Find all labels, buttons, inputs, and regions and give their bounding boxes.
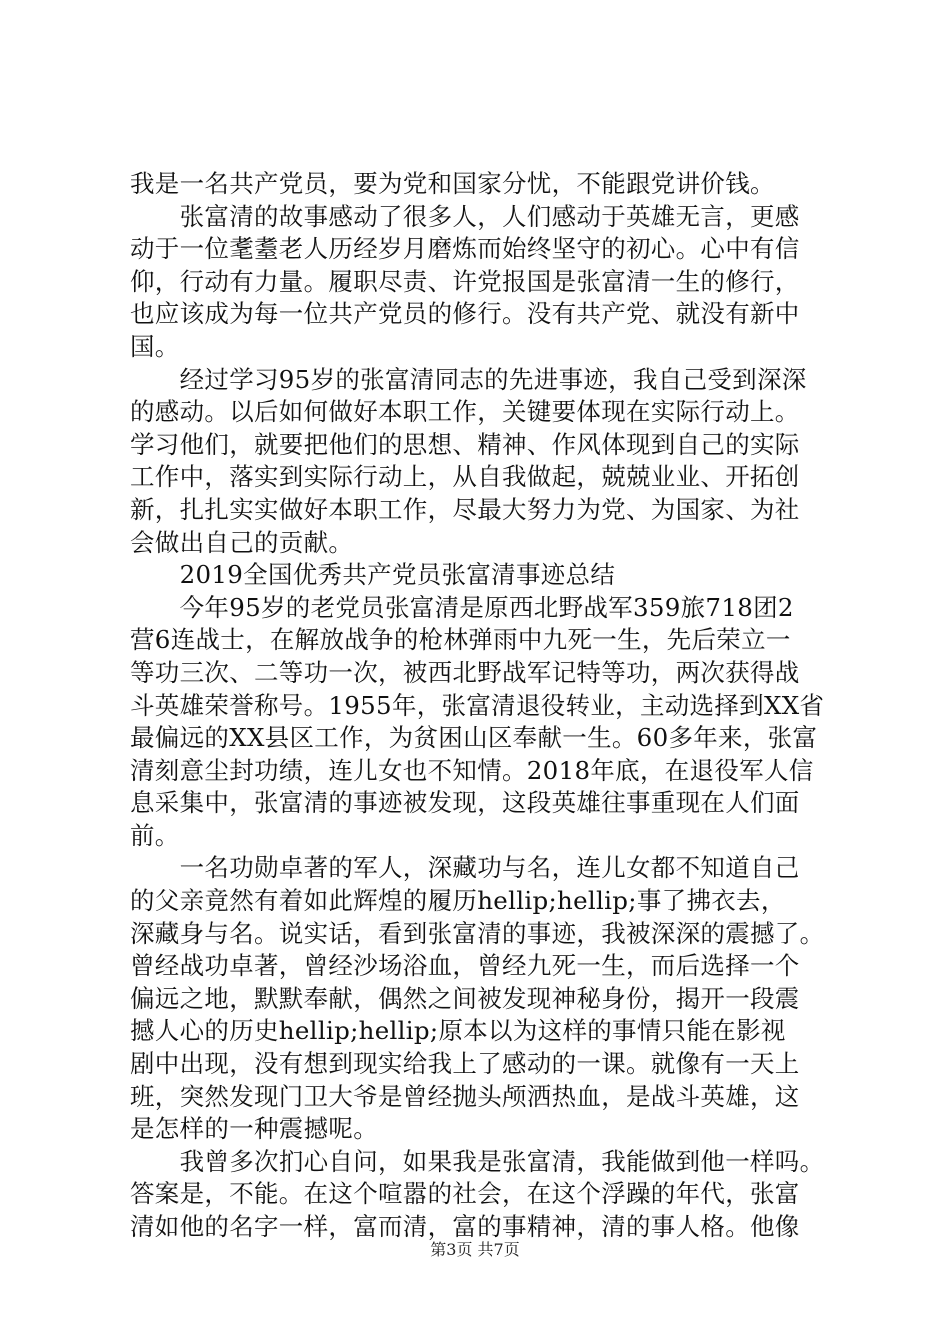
text-line: 新，扎扎实实做好本职工作，尽最大努力为党、为国家、为社 <box>130 494 800 524</box>
text-line: 是怎样的一种震撼呢。 <box>130 1114 378 1144</box>
text-line: 最偏远的XX县区工作，为贫困山区奉献一生。60多年来，张富 <box>130 723 818 753</box>
text-line: 清如他的名字一样，富而清，富的事精神，清的事人格。他像 <box>130 1212 800 1241</box>
text-line: 国。 <box>130 331 180 361</box>
text-line: 我曾多次扪心自问，如果我是张富清，我能做到他一样吗。 <box>130 1146 825 1176</box>
text-line: 也应该成为每一位共产党员的修行。没有共产党、就没有新中 <box>130 299 800 329</box>
text-line: 前。 <box>130 820 180 850</box>
text-line: 张富清的故事感动了很多人，人们感动于英雄无言，更感 <box>130 201 800 231</box>
page-footer <box>0 1240 950 1260</box>
text-line: 会做出自己的贡献。 <box>130 527 354 557</box>
document-body <box>130 168 830 1244</box>
text-line: 动于一位耄耋老人历经岁月磨炼而始终坚守的初心。心中有信 <box>130 234 800 264</box>
text-line: 撼人心的历史hellip;hellip;原本以为这样的事情只能在影视 <box>130 1016 786 1046</box>
text-line: 答案是，不能。在这个喧嚣的社会，在这个浮躁的年代，张富 <box>130 1179 800 1209</box>
text-line: 偏远之地，默默奉献，偶然之间被发现神秘身份，揭开一段震 <box>130 983 800 1013</box>
text-line: 息采集中，张富清的事迹被发现，这段英雄往事重现在人们面 <box>130 788 800 818</box>
text-line: 一名功勋卓著的军人，深藏功与名，连儿女都不知道自己 <box>130 853 800 883</box>
text-line: 班，突然发现门卫大爷是曾经抛头颅洒热血，是战斗英雄，这 <box>130 1081 800 1111</box>
text-line: 等功三次、二等功一次，被西北野战军记特等功，两次获得战 <box>130 657 800 687</box>
page-number-label: 第3页 共7页 <box>430 1240 520 1259</box>
text-line: 的感动。以后如何做好本职工作，关键要体现在实际行动上。 <box>130 397 800 427</box>
text-line: 我是一名共产党员，要为党和国家分忧，不能跟党讲价钱。 <box>130 169 775 198</box>
text-line: 今年95岁的老党员张富清是原西北野战军359旅718团2 <box>130 592 794 622</box>
text-line: 学习他们，就要把他们的思想、精神、作风体现到自己的实际 <box>130 429 800 459</box>
text-line: 剧中出现，没有想到现实给我上了感动的一课。就像有一天上 <box>130 1049 800 1079</box>
text-line: 曾经战功卓著，曾经沙场浴血，曾经九死一生，而后选择一个 <box>130 951 800 981</box>
text-line: 斗英雄荣誉称号。1955年，张富清退役转业，主动选择到XX省 <box>130 690 825 720</box>
text-line: 营6连战士，在解放战争的枪林弹雨中九死一生，先后荣立一 <box>130 625 791 655</box>
text-line: 清刻意尘封功绩，连儿女也不知情。2018年底，在退役军人信 <box>130 755 814 785</box>
text-line: 深藏身与名。说实话，看到张富清的事迹，我被深深的震撼了。 <box>130 918 825 948</box>
text-line: 2019全国优秀共产党员张富清事迹总结 <box>130 560 616 590</box>
text-line: 经过学习95岁的张富清同志的先进事迹，我自己受到深深 <box>130 364 807 394</box>
text-line: 仰，行动有力量。履职尽责、许党报国是张富清一生的修行， <box>130 266 800 296</box>
text-line: 的父亲竟然有着如此辉煌的履历hellip;hellip;事了拂衣去， <box>130 886 786 916</box>
text-line: 工作中，落实到实际行动上，从自我做起，兢兢业业、开拓创 <box>130 462 800 492</box>
